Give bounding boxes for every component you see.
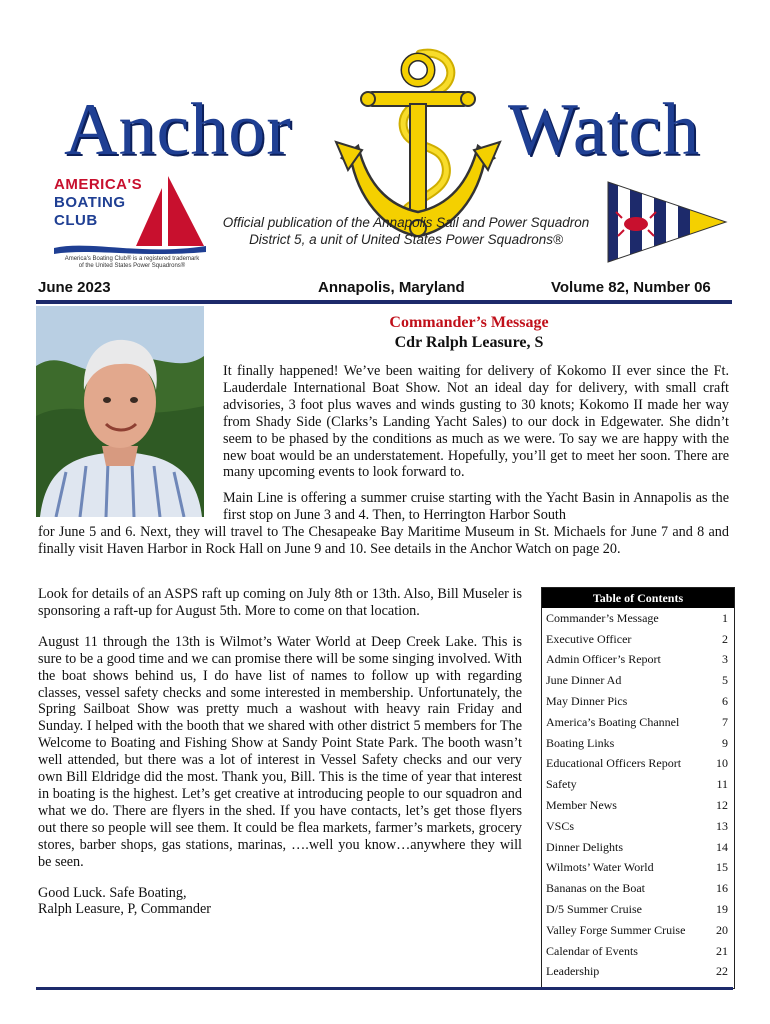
toc-item-page: 2 <box>722 631 728 646</box>
toc-item-label: Admin Officer’s Report <box>546 652 661 667</box>
toc-item-label: Commander’s Message <box>546 610 659 625</box>
toc-item-page: 6 <box>722 694 728 709</box>
toc-item-page: 15 <box>716 860 728 875</box>
publication-line2: District 5, a unit of United States Power Squadrons® <box>249 232 563 247</box>
toc-item-label: Leadership <box>546 964 600 979</box>
toc-item[interactable] <box>542 816 734 837</box>
trademark-note-line1: America's Boating Club® is a registered trademark <box>64 256 200 262</box>
article-paragraph-1: It finally happened! We’ve been waiting for delivery of Kokomo II ever since the Ft. Lauderdale International Boat Show. Not an ideal day for delivery, with small craft advisories, 3 foot plus waves and winds gusting to 30 knots; Kokomo II made her way from Shady Side (Clarks’s Landing Yacht Sales) to our dock in Edgewater. She didn’t seem to be phased by the conditions as much as we were. To say we are happy with the new boat would be an understatement. Hopefully, you’ll get to meet her soon. There are many upcoming events to look forward to. <box>223 363 729 481</box>
toc-item[interactable] <box>542 629 734 650</box>
toc-item-page: 21 <box>716 943 728 958</box>
article-paragraph-2-start: Main Line is offering a summer cruise starting with the Yacht Basin in Annapolis as the first stop on June 3 and 4. Then, to Herrington Harbor South <box>223 490 729 523</box>
toc-item-label: May Dinner Pics <box>546 694 628 709</box>
closing-signature: Ralph Leasure, P, Commander <box>38 901 211 918</box>
toc-item-page: 19 <box>716 902 728 917</box>
toc-title: Table of Contents <box>542 588 734 608</box>
anchor-icon <box>328 46 504 242</box>
commander-photo <box>36 306 204 517</box>
toc-item[interactable] <box>542 795 734 816</box>
masthead-title-anchor: Anchor <box>64 89 292 171</box>
toc-item-page: 22 <box>716 964 728 979</box>
logo-text-boating: BOATING <box>54 194 126 211</box>
toc-item[interactable] <box>542 858 734 879</box>
toc-item-label: America’s Boating Channel <box>546 714 680 729</box>
toc-item-label: Member News <box>546 798 617 813</box>
toc-item-label: Calendar of Events <box>546 943 638 958</box>
toc-item-label: D/5 Summer Cruise <box>546 902 642 917</box>
toc-item-label: Valley Forge Summer Cruise <box>546 922 686 937</box>
toc-item-label: Dinner Delights <box>546 839 623 854</box>
issue-location: Annapolis, Maryland <box>318 279 465 296</box>
americas-boating-club-logo <box>50 172 210 257</box>
toc-item-page: 9 <box>722 735 728 750</box>
article-heading: Commander’s Message <box>389 314 549 331</box>
article-byline: Cdr Ralph Leasure, S <box>394 334 544 351</box>
toc-item[interactable] <box>542 774 734 795</box>
toc-item-page: 10 <box>716 756 728 771</box>
issue-date: June 2023 <box>38 279 111 296</box>
header-divider <box>36 300 732 304</box>
toc-list <box>542 608 734 982</box>
toc-item-label: June Dinner Ad <box>546 673 622 688</box>
trademark-note-line2: of the United States Power Squadrons® <box>78 263 186 269</box>
logo-text-club: CLUB <box>54 212 98 229</box>
toc-item-page: 14 <box>716 839 728 854</box>
toc-item-label: Educational Officers Report <box>546 756 682 771</box>
toc-item[interactable] <box>542 941 734 962</box>
trademark-note <box>46 256 218 270</box>
toc-item[interactable] <box>542 670 734 691</box>
toc-item[interactable] <box>542 878 734 899</box>
footer-divider <box>36 987 733 990</box>
closing-line-1: Good Luck. Safe Boating, <box>38 884 187 901</box>
toc-item-page: 1 <box>722 610 728 625</box>
article-paragraph-4: August 11 through the 13th is Wilmot’s Water World at Deep Creek Lake. This is sure to be a good time and we can promise there will be some singing involved. With the boat shows behind us, I do have list of names to follow up with regarding classes, vessel safety checks and some interested in membership. Unfortunately, the Spring Sailboat Show was pretty much a washout with heavy rain Friday and Sunday. I helped with the booth that we shared with other district 5 members for The Welcome to Boating and Fishing Show at Sandy Point State Park. The booth wasn’t well attended, but there was a lot of interest in Vessel Safety checks and our very own Bill Eldridge did the most. Thank you, Bill. This is the time of year that interest in boating is the highest. Let’s get creative at introducing people to our squadron and what we do. There are flyers in the shed. If you have contacts, let’s get those flyers out there so people will see them. It could be flea markets, farmer’s markets, grocery stores, barber shops, gas stations, marinas, ….well you know…anywhere they will be seen. <box>38 633 522 870</box>
toc-item-page: 5 <box>722 673 728 688</box>
toc-item-page: 7 <box>722 714 728 729</box>
masthead-title-watch: Watch <box>508 89 701 171</box>
toc-item-page: 16 <box>716 881 728 896</box>
toc-item[interactable] <box>542 899 734 920</box>
toc-item-page: 13 <box>716 818 728 833</box>
toc-item[interactable] <box>542 962 734 983</box>
toc-item[interactable] <box>542 837 734 858</box>
logo-text-americas: AMERICA'S <box>54 176 143 193</box>
squadron-burgee-icon <box>606 180 728 264</box>
toc-item[interactable] <box>542 754 734 775</box>
article-left-column <box>38 586 522 918</box>
toc-item[interactable] <box>542 650 734 671</box>
toc-item-label: Wilmots’ Water World <box>546 860 654 875</box>
toc-item-page: 11 <box>716 777 728 792</box>
toc-item-page: 20 <box>716 922 728 937</box>
toc-item[interactable] <box>542 733 734 754</box>
table-of-contents <box>541 587 735 989</box>
toc-item[interactable] <box>542 691 734 712</box>
toc-item[interactable] <box>542 608 734 629</box>
issue-volume: Volume 82, Number 06 <box>551 279 711 296</box>
toc-item-label: Safety <box>546 777 577 792</box>
toc-item-label: VSCs <box>546 818 575 833</box>
publication-line1: Official publication of the Annapolis Sail and Power Squadron <box>222 215 590 230</box>
toc-item-page: 3 <box>722 652 728 667</box>
toc-item[interactable] <box>542 920 734 941</box>
toc-item-label: Bananas on the Boat <box>546 881 645 896</box>
toc-item-label: Executive Officer <box>546 631 632 646</box>
toc-item-page: 12 <box>716 798 728 813</box>
article-paragraph-2-cont: for June 5 and 6. Next, they will travel to The Chesapeake Bay Maritime Museum in St. Michaels for June 7 and 8 and finally visit Haven Harbor in Rock Hall on June 9 and 10. See details in the Anchor Watch on page 20. <box>38 524 729 557</box>
article-paragraph-3: Look for details of an ASPS raft up coming on July 8th or 13th. Also, Bill Museler is sponsoring a raft-up for August 5th. More to come on that location. <box>38 586 522 619</box>
toc-item-label: Boating Links <box>546 735 615 750</box>
publication-statement <box>208 214 604 248</box>
toc-item[interactable] <box>542 712 734 733</box>
